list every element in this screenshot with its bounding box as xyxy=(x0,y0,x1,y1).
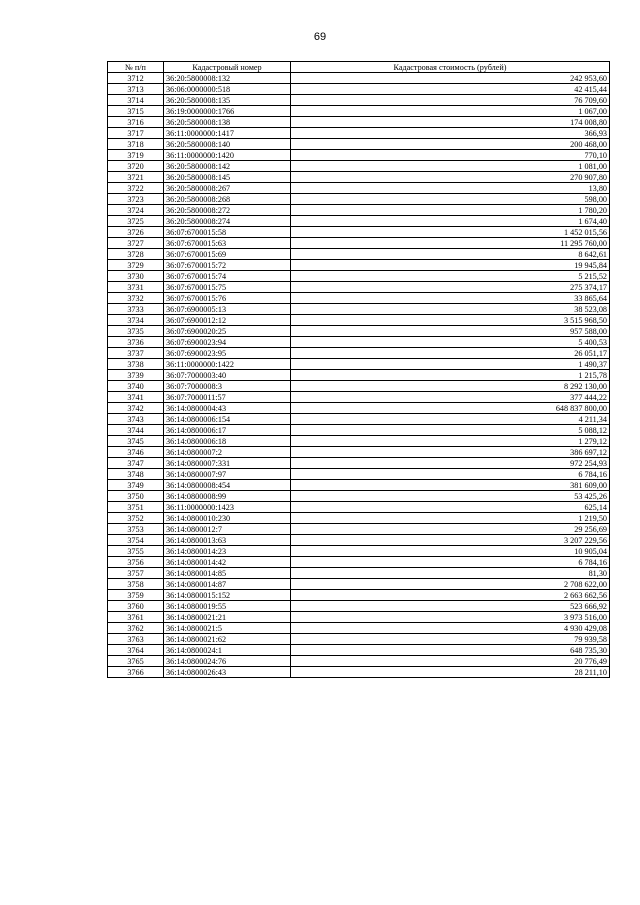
table-row xyxy=(108,84,610,95)
table-row xyxy=(108,568,610,579)
cadastral-number-cell: 36:20:5800008:140 xyxy=(164,139,291,150)
row-number-cell: 3733 xyxy=(108,304,164,315)
cadastral-number-cell: 36:07:6700015:76 xyxy=(164,293,291,304)
table-row xyxy=(108,458,610,469)
table-row xyxy=(108,194,610,205)
cadastral-number-cell: 36:14:0800007:2 xyxy=(164,447,291,458)
row-number-cell: 3736 xyxy=(108,337,164,348)
cadastral-value-cell: 10 905,04 xyxy=(291,546,610,557)
table-row xyxy=(108,227,610,238)
cadastral-value-cell: 2 708 622,00 xyxy=(291,579,610,590)
cadastral-value-cell: 598,00 xyxy=(291,194,610,205)
cadastral-value-cell: 1 674,40 xyxy=(291,216,610,227)
cadastral-number-cell: 36:20:5800008:267 xyxy=(164,183,291,194)
row-number-cell: 3762 xyxy=(108,623,164,634)
row-number-cell: 3754 xyxy=(108,535,164,546)
cadastral-number-cell: 36:11:0000000:1417 xyxy=(164,128,291,139)
cadastral-value-cell: 42 415,44 xyxy=(291,84,610,95)
cadastral-number-cell: 36:07:6700015:63 xyxy=(164,238,291,249)
cadastral-number-cell: 36:14:0800021:5 xyxy=(164,623,291,634)
cadastral-number-cell: 36:14:0800015:152 xyxy=(164,590,291,601)
row-number-cell: 3743 xyxy=(108,414,164,425)
row-number-cell: 3763 xyxy=(108,634,164,645)
row-number-cell: 3750 xyxy=(108,491,164,502)
cadastral-value-cell: 1 279,12 xyxy=(291,436,610,447)
cadastral-number-cell: 36:14:0800021:62 xyxy=(164,634,291,645)
row-number-cell: 3755 xyxy=(108,546,164,557)
cadastral-number-cell: 36:20:5800008:145 xyxy=(164,172,291,183)
cadastral-value-cell: 33 865,64 xyxy=(291,293,610,304)
row-number-cell: 3759 xyxy=(108,590,164,601)
table-row xyxy=(108,392,610,403)
cadastral-value-cell: 2 663 662,56 xyxy=(291,590,610,601)
cadastral-number-cell: 36:20:5800008:274 xyxy=(164,216,291,227)
cadastral-value-cell: 1 780,20 xyxy=(291,205,610,216)
cadastral-number-cell: 36:07:7000003:40 xyxy=(164,370,291,381)
table-row xyxy=(108,172,610,183)
cadastral-value-cell: 5 088,12 xyxy=(291,425,610,436)
row-number-cell: 3723 xyxy=(108,194,164,205)
cadastral-value-cell: 1 215,78 xyxy=(291,370,610,381)
cadastral-value-cell: 13,80 xyxy=(291,183,610,194)
cadastral-value-cell: 1 219,50 xyxy=(291,513,610,524)
table-row xyxy=(108,139,610,150)
table-row xyxy=(108,656,610,667)
table-row xyxy=(108,293,610,304)
cadastral-number-cell: 36:07:6900005:13 xyxy=(164,304,291,315)
cadastral-value-cell: 3 973 516,00 xyxy=(291,612,610,623)
table-row xyxy=(108,513,610,524)
table-row xyxy=(108,612,610,623)
cadastral-value-cell: 381 609,00 xyxy=(291,480,610,491)
cadastral-number-cell: 36:20:5800008:268 xyxy=(164,194,291,205)
cadastral-number-cell: 36:07:6700015:72 xyxy=(164,260,291,271)
row-number-cell: 3744 xyxy=(108,425,164,436)
cadastral-number-cell: 36:07:6900020:25 xyxy=(164,326,291,337)
row-number-cell: 3728 xyxy=(108,249,164,260)
table-row xyxy=(108,524,610,535)
table-row xyxy=(108,282,610,293)
cadastral-value-cell: 6 784,16 xyxy=(291,469,610,480)
table-body xyxy=(108,73,610,678)
table-row xyxy=(108,546,610,557)
row-number-cell: 3721 xyxy=(108,172,164,183)
cadastral-number-cell: 36:14:0800024:76 xyxy=(164,656,291,667)
cadastral-value-cell: 200 468,00 xyxy=(291,139,610,150)
cadastral-number-cell: 36:14:0800014:23 xyxy=(164,546,291,557)
cadastral-value-cell: 8 642,61 xyxy=(291,249,610,260)
cadastral-number-cell: 36:14:0800006:154 xyxy=(164,414,291,425)
table-row xyxy=(108,150,610,161)
table-header-row xyxy=(108,62,610,73)
row-number-cell: 3741 xyxy=(108,392,164,403)
row-number-cell: 3727 xyxy=(108,238,164,249)
table-row xyxy=(108,667,610,678)
header-cadastral-number: Кадастровый номер xyxy=(164,62,291,73)
table-row xyxy=(108,205,610,216)
cadastral-number-cell: 36:07:7000011:57 xyxy=(164,392,291,403)
cadastral-number-cell: 36:14:0800008:454 xyxy=(164,480,291,491)
header-row-number: № п/п xyxy=(108,62,164,73)
row-number-cell: 3720 xyxy=(108,161,164,172)
cadastral-value-cell: 625,14 xyxy=(291,502,610,513)
cadastral-value-cell: 523 666,92 xyxy=(291,601,610,612)
table-row xyxy=(108,359,610,370)
table-row xyxy=(108,304,610,315)
row-number-cell: 3714 xyxy=(108,95,164,106)
cadastral-number-cell: 36:11:0000000:1420 xyxy=(164,150,291,161)
cadastral-number-cell: 36:19:0000000:1766 xyxy=(164,106,291,117)
cadastral-number-cell: 36:14:0800008:99 xyxy=(164,491,291,502)
table-row xyxy=(108,117,610,128)
table-row xyxy=(108,183,610,194)
cadastral-value-cell: 8 292 130,00 xyxy=(291,381,610,392)
row-number-cell: 3753 xyxy=(108,524,164,535)
table-row xyxy=(108,381,610,392)
row-number-cell: 3724 xyxy=(108,205,164,216)
cadastral-value-cell: 28 211,10 xyxy=(291,667,610,678)
cadastral-number-cell: 36:07:7000008:3 xyxy=(164,381,291,392)
cadastral-number-cell: 36:06:0000000:518 xyxy=(164,84,291,95)
cadastral-number-cell: 36:20:5800008:142 xyxy=(164,161,291,172)
row-number-cell: 3732 xyxy=(108,293,164,304)
cadastral-number-cell: 36:14:0800026:43 xyxy=(164,667,291,678)
row-number-cell: 3737 xyxy=(108,348,164,359)
table-row xyxy=(108,601,610,612)
cadastral-number-cell: 36:14:0800004:43 xyxy=(164,403,291,414)
cadastral-value-cell: 79 939,58 xyxy=(291,634,610,645)
cadastral-value-cell: 270 907,80 xyxy=(291,172,610,183)
table-row xyxy=(108,447,610,458)
header-cadastral-value: Кадастровая стоимость (рублей) xyxy=(291,62,610,73)
cadastral-number-cell: 36:14:0800012:7 xyxy=(164,524,291,535)
table-row xyxy=(108,634,610,645)
row-number-cell: 3748 xyxy=(108,469,164,480)
row-number-cell: 3751 xyxy=(108,502,164,513)
row-number-cell: 3742 xyxy=(108,403,164,414)
row-number-cell: 3764 xyxy=(108,645,164,656)
table-row xyxy=(108,557,610,568)
cadastral-number-cell: 36:14:0800007:331 xyxy=(164,458,291,469)
table-row xyxy=(108,502,610,513)
cadastral-value-cell: 957 588,00 xyxy=(291,326,610,337)
table-row xyxy=(108,414,610,425)
cadastral-number-cell: 36:14:0800013:63 xyxy=(164,535,291,546)
row-number-cell: 3752 xyxy=(108,513,164,524)
table-row xyxy=(108,128,610,139)
table-row xyxy=(108,326,610,337)
cadastral-value-cell: 275 374,17 xyxy=(291,282,610,293)
cadastral-value-cell: 1 067,00 xyxy=(291,106,610,117)
cadastral-value-cell: 38 523,08 xyxy=(291,304,610,315)
table-row xyxy=(108,249,610,260)
row-number-cell: 3749 xyxy=(108,480,164,491)
cadastral-number-cell: 36:14:0800014:85 xyxy=(164,568,291,579)
table-row xyxy=(108,436,610,447)
cadastral-number-cell: 36:07:6900023:94 xyxy=(164,337,291,348)
row-number-cell: 3745 xyxy=(108,436,164,447)
row-number-cell: 3718 xyxy=(108,139,164,150)
cadastral-value-cell: 4 211,34 xyxy=(291,414,610,425)
cadastral-number-cell: 36:07:6700015:75 xyxy=(164,282,291,293)
row-number-cell: 3747 xyxy=(108,458,164,469)
table-row xyxy=(108,73,610,84)
cadastral-number-cell: 36:07:6700015:74 xyxy=(164,271,291,282)
cadastral-value-table xyxy=(107,61,610,678)
cadastral-number-cell: 36:20:5800008:272 xyxy=(164,205,291,216)
cadastral-value-cell: 648 735,30 xyxy=(291,645,610,656)
cadastral-number-cell: 36:14:0800014:42 xyxy=(164,557,291,568)
cadastral-value-cell: 1 452 015,56 xyxy=(291,227,610,238)
row-number-cell: 3734 xyxy=(108,315,164,326)
cadastral-value-cell: 20 776,49 xyxy=(291,656,610,667)
row-number-cell: 3726 xyxy=(108,227,164,238)
row-number-cell: 3758 xyxy=(108,579,164,590)
cadastral-value-cell: 386 697,12 xyxy=(291,447,610,458)
cadastral-value-cell: 3 515 968,50 xyxy=(291,315,610,326)
cadastral-value-cell: 81,30 xyxy=(291,568,610,579)
table-row xyxy=(108,425,610,436)
cadastral-value-cell: 4 930 429,08 xyxy=(291,623,610,634)
cadastral-value-cell: 3 207 229,56 xyxy=(291,535,610,546)
table-row xyxy=(108,271,610,282)
row-number-cell: 3761 xyxy=(108,612,164,623)
cadastral-value-cell: 1 490,37 xyxy=(291,359,610,370)
table-row xyxy=(108,480,610,491)
cadastral-number-cell: 36:20:5800008:132 xyxy=(164,73,291,84)
cadastral-value-cell: 19 945,84 xyxy=(291,260,610,271)
row-number-cell: 3729 xyxy=(108,260,164,271)
cadastral-value-cell: 26 051,17 xyxy=(291,348,610,359)
cadastral-value-cell: 29 256,69 xyxy=(291,524,610,535)
row-number-cell: 3738 xyxy=(108,359,164,370)
cadastral-value-cell: 1 081,00 xyxy=(291,161,610,172)
table-row xyxy=(108,579,610,590)
table-row xyxy=(108,370,610,381)
row-number-cell: 3717 xyxy=(108,128,164,139)
row-number-cell: 3713 xyxy=(108,84,164,95)
cadastral-value-cell: 76 709,60 xyxy=(291,95,610,106)
cadastral-number-cell: 36:11:0000000:1423 xyxy=(164,502,291,513)
table-row xyxy=(108,337,610,348)
page-number: 69 xyxy=(313,31,327,43)
table-row xyxy=(108,469,610,480)
row-number-cell: 3739 xyxy=(108,370,164,381)
cadastral-number-cell: 36:07:6900012:12 xyxy=(164,315,291,326)
table-row xyxy=(108,161,610,172)
cadastral-number-cell: 36:14:0800014:87 xyxy=(164,579,291,590)
row-number-cell: 3730 xyxy=(108,271,164,282)
table-row xyxy=(108,535,610,546)
cadastral-number-cell: 36:14:0800006:18 xyxy=(164,436,291,447)
cadastral-value-cell: 5 215,52 xyxy=(291,271,610,282)
table-row xyxy=(108,645,610,656)
cadastral-value-cell: 366,93 xyxy=(291,128,610,139)
row-number-cell: 3716 xyxy=(108,117,164,128)
table-row xyxy=(108,216,610,227)
table-row xyxy=(108,491,610,502)
cadastral-value-cell: 5 400,53 xyxy=(291,337,610,348)
table-row xyxy=(108,106,610,117)
table-row xyxy=(108,590,610,601)
row-number-cell: 3731 xyxy=(108,282,164,293)
cadastral-number-cell: 36:20:5800008:138 xyxy=(164,117,291,128)
table-row xyxy=(108,623,610,634)
cadastral-number-cell: 36:14:0800007:97 xyxy=(164,469,291,480)
cadastral-number-cell: 36:07:6700015:69 xyxy=(164,249,291,260)
row-number-cell: 3715 xyxy=(108,106,164,117)
cadastral-value-cell: 6 784,16 xyxy=(291,557,610,568)
cadastral-value-cell: 174 008,80 xyxy=(291,117,610,128)
row-number-cell: 3760 xyxy=(108,601,164,612)
row-number-cell: 3740 xyxy=(108,381,164,392)
table-row xyxy=(108,403,610,414)
row-number-cell: 3719 xyxy=(108,150,164,161)
table-row xyxy=(108,238,610,249)
row-number-cell: 3756 xyxy=(108,557,164,568)
cadastral-value-cell: 53 425,26 xyxy=(291,491,610,502)
cadastral-number-cell: 36:14:0800024:1 xyxy=(164,645,291,656)
cadastral-value-cell: 648 837 800,00 xyxy=(291,403,610,414)
row-number-cell: 3765 xyxy=(108,656,164,667)
cadastral-number-cell: 36:14:0800010:230 xyxy=(164,513,291,524)
cadastral-number-cell: 36:20:5800008:135 xyxy=(164,95,291,106)
cadastral-value-cell: 11 295 760,00 xyxy=(291,238,610,249)
row-number-cell: 3757 xyxy=(108,568,164,579)
row-number-cell: 3712 xyxy=(108,73,164,84)
table-row xyxy=(108,260,610,271)
cadastral-number-cell: 36:14:0800019:55 xyxy=(164,601,291,612)
row-number-cell: 3722 xyxy=(108,183,164,194)
table-row xyxy=(108,348,610,359)
cadastral-value-cell: 972 254,93 xyxy=(291,458,610,469)
cadastral-value-cell: 770,10 xyxy=(291,150,610,161)
cadastral-number-cell: 36:11:0000000:1422 xyxy=(164,359,291,370)
row-number-cell: 3735 xyxy=(108,326,164,337)
cadastral-number-cell: 36:07:6700015:58 xyxy=(164,227,291,238)
cadastral-number-cell: 36:07:6900023:95 xyxy=(164,348,291,359)
table-row xyxy=(108,315,610,326)
cadastral-value-cell: 242 953,60 xyxy=(291,73,610,84)
cadastral-number-cell: 36:14:0800006:17 xyxy=(164,425,291,436)
row-number-cell: 3725 xyxy=(108,216,164,227)
table-row xyxy=(108,95,610,106)
row-number-cell: 3766 xyxy=(108,667,164,678)
cadastral-number-cell: 36:14:0800021:21 xyxy=(164,612,291,623)
row-number-cell: 3746 xyxy=(108,447,164,458)
cadastral-value-cell: 377 444,22 xyxy=(291,392,610,403)
